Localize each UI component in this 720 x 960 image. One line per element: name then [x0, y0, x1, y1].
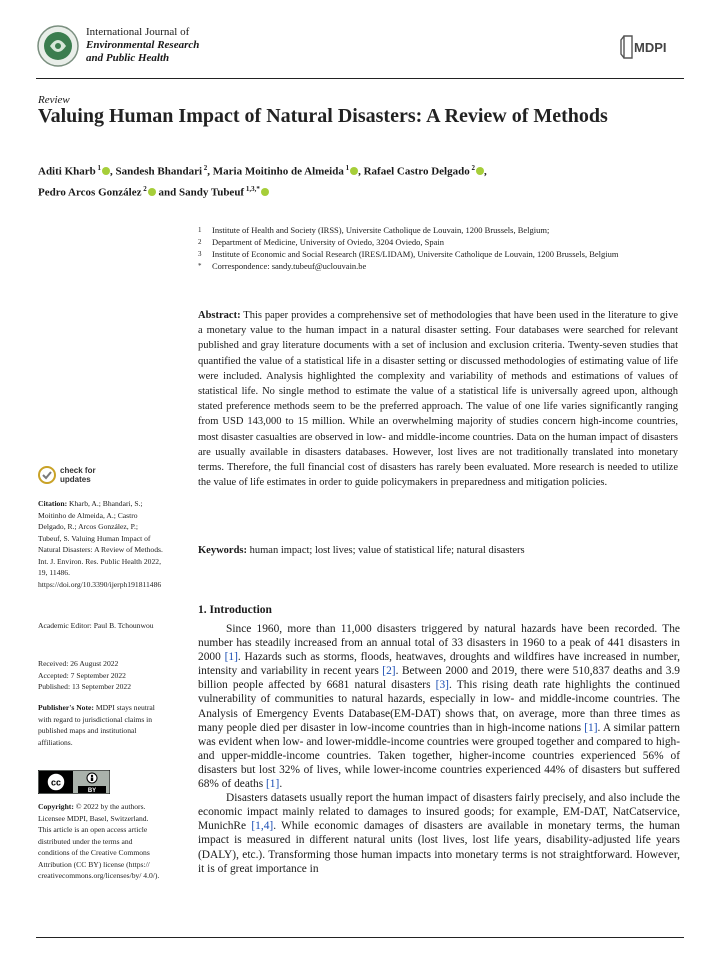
- editor-name: Paul B. Tchounwou: [93, 621, 154, 630]
- publisher-name: MDPI: [634, 40, 667, 55]
- pubnote-label: Publisher's Note:: [38, 703, 94, 712]
- paragraph-text: .: [279, 778, 283, 791]
- author-affiliation-number: 1: [343, 164, 350, 172]
- editor-block: [38, 620, 163, 632]
- keywords-text: human impact; lost lives; value of statistical life; natural disasters: [249, 545, 525, 556]
- citation-text: Kharb, A.; Bhandari, S.; Moitinho de Almeida, A.; Castro Delgado, R.; Arcos González, P.; Tubeuf, S. Valuing Human Impact of Natural Disasters: A Review of Methods. Int. J. Environ. Res. Public Health 2022, 19, 11486. https://doi.org/10.3390/ijerph191811486: [38, 499, 163, 589]
- check-line2: updates: [60, 475, 91, 484]
- reference-link[interactable]: [1]: [266, 778, 280, 791]
- author-name[interactable]: Sandesh Bhandari: [115, 165, 203, 178]
- author-name[interactable]: Sandy Tubeuf: [178, 186, 245, 199]
- orcid-icon[interactable]: [148, 188, 156, 196]
- affiliation-number: *: [198, 262, 202, 270]
- section-title: 1. Introduction: [198, 604, 272, 616]
- orcid-icon[interactable]: [350, 167, 358, 175]
- publisher-note: [38, 702, 163, 748]
- affiliation-number: 3: [198, 250, 202, 258]
- author-name[interactable]: Rafael Castro Delgado: [363, 165, 470, 178]
- reference-link[interactable]: [2]: [382, 665, 396, 678]
- abstract: [198, 308, 678, 490]
- author-line-1: Aditi Kharb $^1$ , Sandesh Bhandari $^2$, Maria Moitinho de Almeida $^1$ , Rafael Castro Delgado $^2$ ,: [38, 164, 487, 178]
- affiliation-text: Institute of Economic and Social Research (IRES/LIDAM), Universite Catholique de Louvain, 1200 Brussels, Belgium: [212, 249, 619, 259]
- author-line-2: Pedro Arcos González $^2$ and Sandy Tubeuf $^{1,3,*}$: [38, 181, 678, 202]
- paragraph-text: . Between 2000 and 2019, there were 510,837 deaths and 3.9 billion people affected by 6681 natural disasters: [198, 665, 680, 692]
- journal-line3: and Public Health: [86, 52, 170, 64]
- orcid-icon[interactable]: [476, 167, 484, 175]
- journal-logo: [36, 24, 80, 68]
- keywords-label: Keywords:: [198, 545, 247, 556]
- paragraph-text: . Hazards such as storms, floods, heatwaves, droughts and wildfires have increased in number, intensity and variability in recent years: [198, 651, 680, 678]
- author-affiliation-number: 2: [469, 164, 475, 172]
- citation-block: [38, 498, 163, 590]
- author-name[interactable]: Pedro Arcos González: [38, 186, 142, 199]
- reference-link[interactable]: [1]: [584, 721, 598, 734]
- affiliation: [198, 260, 668, 272]
- reference-link[interactable]: [3]: [435, 679, 449, 692]
- author-name[interactable]: Maria Moitinho de Almeida: [212, 165, 344, 178]
- header-divider: [36, 78, 684, 79]
- affiliation-list: [198, 224, 668, 272]
- editor-label: Academic Editor:: [38, 621, 92, 630]
- affiliation-number: 1: [198, 226, 202, 234]
- author-affiliation-number: 2: [141, 184, 147, 193]
- by-label: BY: [87, 788, 97, 794]
- pubnote-text: MDPI stays neutral with regard to jurisdictional claims in published maps and institutional affiliations.: [38, 703, 155, 747]
- abstract-text: This paper provides a comprehensive set of methodologies that have been used in the literature to give a monetary value to the human impact in a natural disaster setting. Four databases were searched for relevant published and gray literature documents with a set of inclusion and exclusion criteria. Twenty-seven studies that quantified the value of a statistical life in a disaster setting or discussed methodologies of estimating value of life were included. Analysis highlighted the complexity and variability of methods and estimations of values of statistical life. No single method to estimate the value of a statistical life is universally agreed upon, although stated preference methods seem to be the preferred approach. The value of one life varies significantly ranging from USD 143,000 to 15 million. While an overwhelming majority of studies concern high-income countries, most disaster casualties are observed in low- and middle-income countries. Data on the human impact of disasters are usually available in disasters databases. However, lost lives are not traditionally translated into monetary terms. Therefore, the full financial cost of disasters has rarely been evaluated. More research is needed to utilize the value of life estimates in order to guide policymakers in preparedness and mitigation policies.: [198, 310, 679, 489]
- affiliation-text: Institute of Health and Society (IRSS), Universite Catholique de Louvain, 1200 Brussels, Belgium;: [212, 225, 550, 235]
- copyright-text: © 2022 by the authors. Licensee MDPI, Basel, Switzerland. This article is an open access article distributed under the terms and conditions of the Creative Commons Attribution (CC BY) license (https:// creativecommons.org/licenses/by/ 4.0/).: [38, 802, 160, 880]
- affiliation-number: 2: [198, 238, 202, 246]
- orcid-icon[interactable]: [102, 167, 110, 175]
- paragraph-text: . While economic damages of disasters are available in monetary terms, the human impact is measured in different natural units (lost lives, lost life years, disability-adjusted life years (DALY), etc.). Transforming those human impacts into monetary terms is not straightforward. However, it is of great importance in: [198, 820, 681, 875]
- paragraph-text: . This rising death rate highlights the continued vulnerability of communities to natural hazards, especially in low- and middle-income countries. The Analysis of Emergency Events Database(EM-DAT) shows that, on average, more than three times as many people died per disaster in low-income countries than in high-income nations: [198, 679, 680, 734]
- affiliation: [198, 248, 668, 260]
- paragraph-text: . A similar pattern was evident when low- and lower-middle-income countries were grouped together and compared to high- and upper-middle-income countries. Taken together, higher-income countries experienced 56% of disasters but lost 32% of lives, while lower-income countries experienced 44% of disasters but suffered 68% of deaths: [198, 721, 680, 791]
- paragraph: [198, 791, 680, 876]
- paragraph-text: Since 1960, more than 11,000 disasters triggered by natural hazards have been recorded. The number has steadily increased from an annual total of 33 disasters in 1960 to a peak of 441 disasters in 2000: [198, 623, 680, 664]
- reference-link[interactable]: [1]: [224, 651, 238, 664]
- footer-divider: [36, 937, 684, 938]
- cc-by-license-badge[interactable]: [38, 770, 110, 794]
- affiliation-text[interactable]: Correspondence: sandy.tubeuf@uclouvain.be: [212, 261, 367, 271]
- reference-link[interactable]: [1,4]: [251, 820, 274, 833]
- author-affiliation-number: 1: [95, 164, 102, 172]
- paragraph-text: Disasters datasets usually report the human impact of disasters fairly precisely, and also include the economic impact mainly related to damages to insured goods; for example, EM-DAT, NatCatservice, MunichRe: [198, 792, 680, 833]
- journal-name: [86, 26, 199, 65]
- received-date: Received: 26 August 2022: [38, 659, 119, 668]
- published-date: Published: 13 September 2022: [38, 682, 132, 691]
- affiliation: [198, 224, 668, 236]
- article-type: Review: [38, 94, 70, 106]
- dates-block: [38, 658, 163, 693]
- body-text: [198, 622, 680, 876]
- paragraph: [198, 622, 680, 791]
- journal-line2: Environmental Research: [86, 39, 200, 51]
- publisher-logo: [620, 34, 680, 60]
- author-affiliation-number: 1,3,*: [244, 184, 260, 193]
- citation-label: Citation:: [38, 499, 68, 508]
- keywords: [198, 545, 678, 556]
- affiliation: [198, 236, 668, 248]
- orcid-icon[interactable]: [261, 188, 269, 196]
- check-line1: check for: [60, 466, 96, 475]
- check-for-updates-button[interactable]: [38, 466, 96, 484]
- affiliation-text: Department of Medicine, University of Oviedo, 3204 Oviedo, Spain: [212, 237, 445, 247]
- accepted-date: Accepted: 7 September 2022: [38, 670, 126, 680]
- author-name[interactable]: Aditi Kharb: [38, 165, 96, 178]
- abstract-label: Abstract:: [198, 310, 241, 321]
- journal-line1: International Journal of: [86, 26, 190, 38]
- page-title: Valuing Human Impact of Natural Disasters: A Review of Methods: [38, 105, 608, 127]
- cc-label: cc: [50, 777, 62, 788]
- copyright-label: Copyright:: [38, 802, 74, 811]
- check-updates-icon: [38, 466, 56, 484]
- author-list: [38, 160, 678, 201]
- copyright-block: [38, 801, 163, 882]
- author-affiliation-number: 2: [202, 164, 208, 172]
